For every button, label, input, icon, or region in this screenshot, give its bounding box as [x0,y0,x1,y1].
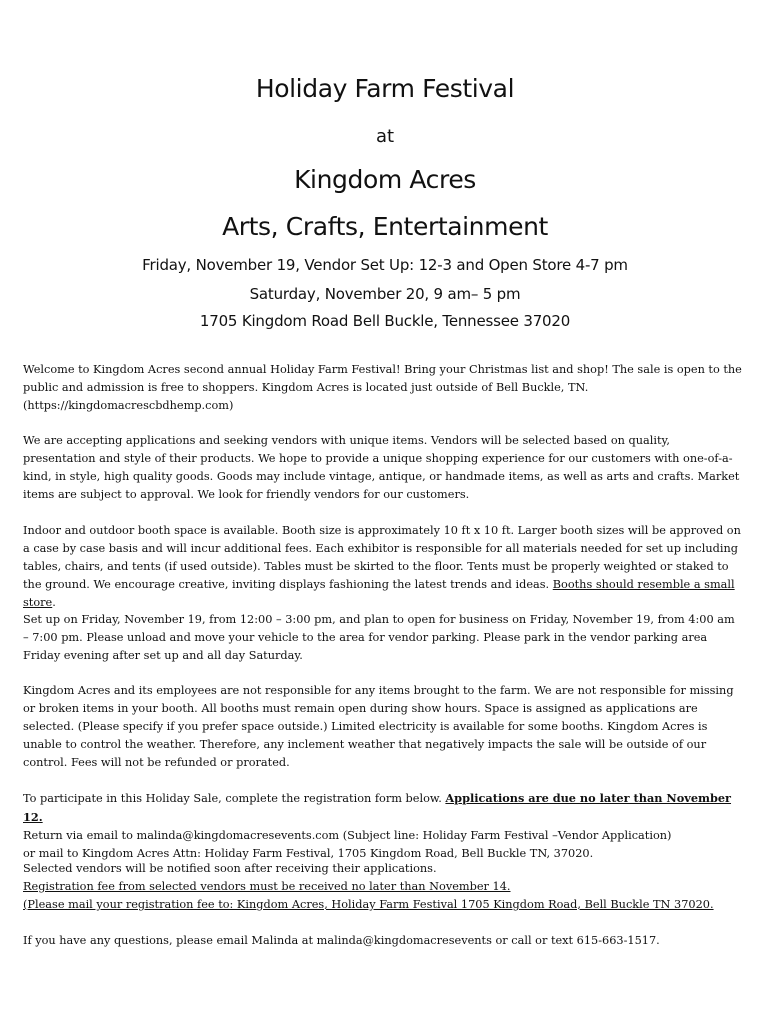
contact-paragraph [23,932,743,950]
vendor-paragraph [23,432,743,504]
selection-line-1: Selected vendors will be notified soon after receiving their applications. [23,862,437,875]
venue-title: Kingdom Acres [294,165,476,194]
registration-line-2: Return via email to malinda@kingdomacresevents.com (Subject line: Holiday Farm Festival –Vendor Application) [23,829,672,842]
welcome-paragraph [23,361,743,415]
setup-paragraph [23,611,743,665]
booth-end: . [52,596,56,609]
event-subtitle: Arts, Crafts, Entertainment [222,212,548,241]
welcome-text: Welcome to Kingdom Acres second annual Holiday Farm Festival! Bring your Christmas list and shop! The sale is open to the public and admission is free to shoppers. Kingdom Acres is located just outside of Bell Buckle, TN. (https://kingdomacrescbdhemp.com) [23,363,742,412]
registration-line-1 [23,789,743,827]
booth-text [23,522,743,612]
registration-intro: To participate in this Holiday Sale, complete the registration form below. [23,792,446,805]
liability-text: Kingdom Acres and its employees are not responsible for any items brought to the farm. We are not responsible for missing or broken items in your booth. All booths must remain open during show hours. Space is assigned as applications are selected. (Please specify if you prefer space outside.) Limited electricity is available for some booths. Kingdom Acres is unable to control the weather. Therefore, any inclement weather that negatively impacts the sale will be outside of our control. Fees will not be refunded or prorated. [23,684,734,769]
event-address: 1705 Kingdom Road Bell Buckle, Tennessee 37020 [199,312,571,330]
festival-title: Holiday Farm Festival [255,74,515,103]
application-deadline: Applications are due no later than November 12. [23,791,732,824]
registration-paragraph [23,789,743,863]
setup-text: Set up on Friday, November 19, from 12:00 – 3:00 pm, and plan to open for business on Friday, November 19, from 4:00 am – 7:00 pm. Please unload and move your vehicle to the area for vendor parking. Please park in the vendor parking area Friday evening after set up and all day Saturday. [23,613,735,662]
title-connector: at [375,126,395,147]
friday-schedule: Friday, November 19, Vendor Set Up: 12-3 and Open Store 4-7 pm [142,256,628,274]
fee-mailing-address: (Please mail your registration fee to: Kingdom Acres, Holiday Farm Festival 1705 Kingdom Road, Bell Buckle TN 37020. [23,898,714,911]
booth-paragraph [23,522,743,612]
contact-text: If you have any questions, please email Malinda at malinda@kingdomacresevents or call or text 615-663-1517. [23,934,660,947]
vendor-text: We are accepting applications and seeking vendors with unique items. Vendors will be selected based on quality, presentation and style of their products. We hope to provide a unique shopping experience for our customers with one-of-a- kind, in style, high quality goods. Goods may include vintage, antique, or handmade items, as well as arts and crafts. Market items are subject to approval. We look for friendly vendors for our customers. [23,434,740,501]
selection-paragraph [23,860,743,914]
booth-store-note: Booths should resemble a small store [23,578,735,609]
liability-paragraph [23,682,743,772]
saturday-schedule: Saturday, November 20, 9 am– 5 pm [249,285,521,303]
registration-line-3: or mail to Kingdom Acres Attn: Holiday Farm Festival, 1705 Kingdom Road, Bell Buckle TN, 37020. [23,847,594,860]
booth-main-text: Indoor and outdoor booth space is available. Booth size is approximately 10 ft x 10 ft. Larger booth sizes will be approved on a case by case basis and will incur additional fees. Each exhibitor is responsible for all materials needed for set up including tables, chairs, and tents (if used outside). Tables must be skirted to the floor. Tents must be properly weighted or staked to the ground. We encourage creative, inviting displays fashioning the latest trends and ideas. [23,524,741,591]
fee-deadline: Registration fee from selected vendors must be received no later than November 14. [23,880,511,893]
